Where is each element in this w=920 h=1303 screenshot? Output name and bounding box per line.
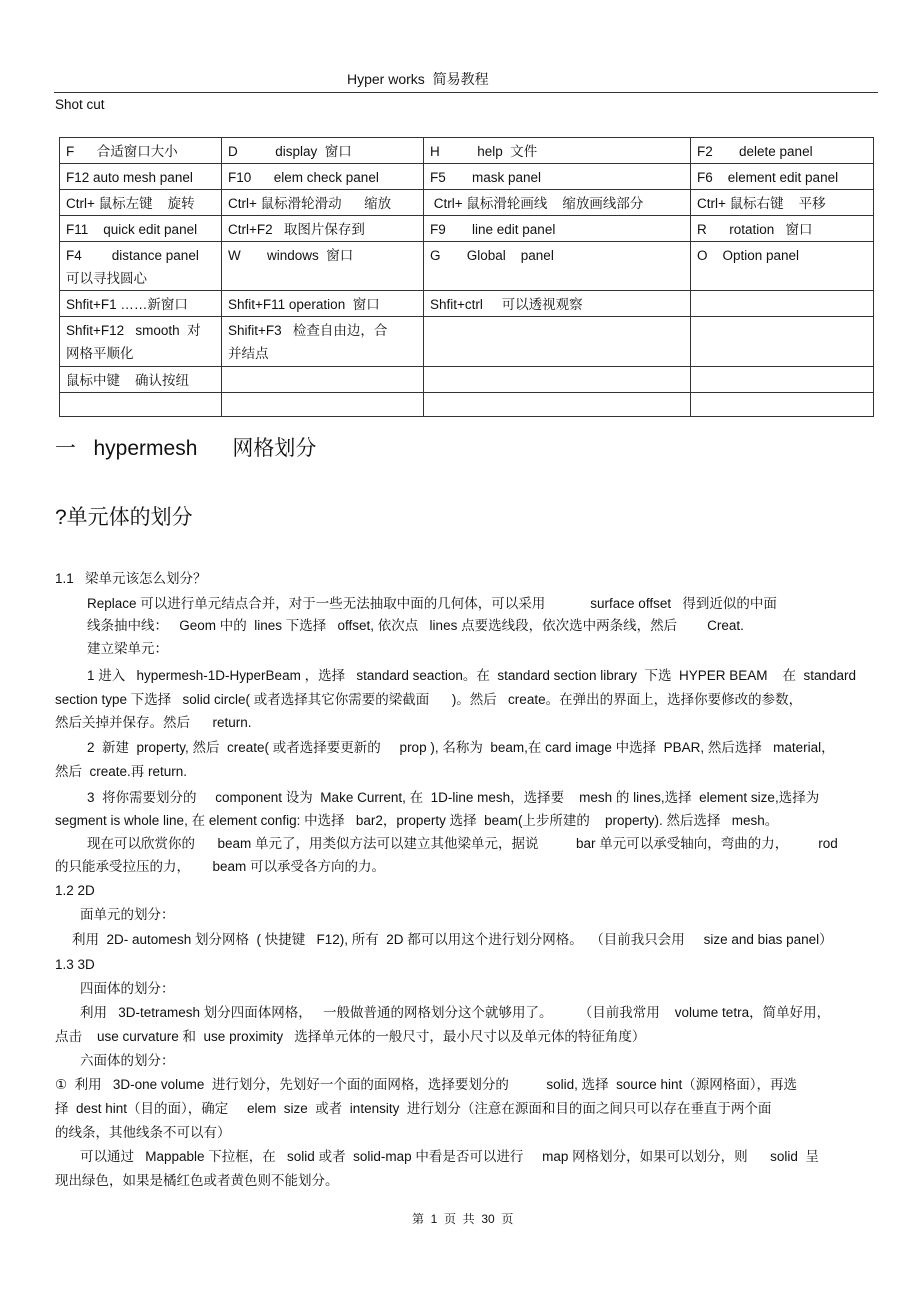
body-text-line: 2 新建 property, 然后 create( 或者选择要更新的 prop ), 名称为 beam,在 card image 中选择 PBAR, 然后选择 material，: [87, 740, 835, 755]
table-cell: Ctrl+ 鼠标滑轮画线 缩放画线部分: [424, 190, 691, 216]
table-row: [60, 242, 874, 291]
table-cell: G Global panel: [424, 242, 691, 291]
table-cell: [424, 317, 691, 367]
table-cell: Shfit+F11 operation 窗口: [222, 291, 424, 317]
body-text-line: 现在可以欣赏你的 beam 单元了，用类似方法可以建立其他梁单元，据说 bar 单元可以承受轴向，弯曲的力， rod: [87, 836, 838, 851]
body-text-line: 可以通过 Mappable 下拉框，在 solid 或者 solid-map 中看是否可以进行 map 网格划分，如果可以划分，则 solid 呈: [80, 1149, 819, 1164]
body-text-line: 利用 3D-tetramesh 划分四面体网格， 一般做普通的网格划分这个就够用了。 （目前我常用 volume tetra，简单好用，: [80, 1005, 831, 1020]
table-cell: F11 quick edit panel: [60, 216, 222, 242]
body-text-line: 点击 use curvature 和 use proximity 选择单元体的一般尺寸，最小尺寸以及单元体的特征角度）: [55, 1029, 646, 1044]
table-cell: 鼠标中键 确认按纽: [60, 367, 222, 393]
table-cell: Ctrl+ 鼠标右键 平移: [691, 190, 874, 216]
table-cell: F9 line edit panel: [424, 216, 691, 242]
body-text-line: 面单元的划分：: [80, 907, 175, 922]
table-cell: [424, 393, 691, 417]
table-cell: [60, 393, 222, 417]
table-cell: Ctrl+F2 取图片保存到: [222, 216, 424, 242]
page-footer: 第 1 页 共 30 页: [412, 1212, 514, 1226]
header-rule: [54, 92, 878, 93]
table-row: [60, 317, 874, 367]
table-row: [60, 291, 874, 317]
body-text-line: 3 将你需要划分的 component 设为 Make Current, 在 1D-line mesh，选择要 mesh 的 lines,选择 element size,选择为: [87, 790, 820, 805]
body-text-line: 现出绿色，如果是橘红色或者黄色则不能划分。: [55, 1173, 339, 1188]
table-cell: H help 文件: [424, 138, 691, 164]
table-cell: F6 element edit panel: [691, 164, 874, 190]
table-cell: [222, 393, 424, 417]
table-row: [60, 164, 874, 190]
table-row: [60, 393, 874, 417]
body-text-line: 1.3 3D: [55, 957, 95, 972]
section-label: Shot cut: [55, 97, 105, 112]
table-cell: F2 delete panel: [691, 138, 874, 164]
table-cell: F4 distance panel 可以寻找圆心: [60, 242, 222, 291]
table-cell: [222, 367, 424, 393]
body-text-line: 1 进入 hypermesh-1D-HyperBeam ，选择 standard seaction。在 standard section library 下选 HYPER BEAM 在 standard: [87, 668, 857, 683]
table-cell: [691, 291, 874, 317]
table-row: [60, 367, 874, 393]
body-text-line: 然后关掉并保存。然后 return.: [55, 715, 252, 730]
table-cell: Shfit+F12 smooth 对 网格平顺化: [60, 317, 222, 367]
table-cell: [424, 367, 691, 393]
body-text-line: 1.2 2D: [55, 883, 95, 898]
table-row: [60, 216, 874, 242]
table-cell: [691, 393, 874, 417]
body-text-line: Replace 可以进行单元结点合并，对于一些无法抽取中面的几何体，可以采用 surface offset 得到近似的中面: [87, 596, 777, 611]
table-cell: Shfit+ctrl 可以透视观察: [424, 291, 691, 317]
heading-hypermesh: 一 hypermesh 网格划分: [55, 437, 317, 460]
body-text-line: 然后 create.再 return.: [55, 764, 188, 779]
body-text-line: section type 下选择 solid circle( 或者选择其它你需要的梁截面 )。然后 create。在弹出的界面上，选择你要修改的参数，: [55, 692, 803, 707]
page-header: Hyper works 简易教程: [347, 71, 489, 87]
body-text-line: 的线条，其他线条不可以有）: [55, 1125, 231, 1140]
body-text-line: 六面体的划分：: [80, 1053, 175, 1068]
body-text-line: 1.1 梁单元该怎么划分？: [55, 571, 207, 586]
table-cell: Shfit+F1 ……新窗口: [60, 291, 222, 317]
body-text-line: segment is whole line, 在 element config: 中选择 bar2，property 选择 beam(上步所建的 property). 然后选择 mesh。: [55, 813, 779, 828]
body-text-line: 四面体的划分：: [80, 981, 175, 996]
heading-element-division: ?单元体的划分: [55, 506, 193, 529]
table-row: [60, 138, 874, 164]
table-cell: Ctrl+ 鼠标滑轮滑动 缩放: [222, 190, 424, 216]
table-cell: [691, 367, 874, 393]
body-text-line: ① 利用 3D-one volume 进行划分，先划好一个面的面网格，选择要划分的 solid, 选择 source hint（源网格面），再选: [55, 1077, 797, 1092]
table-cell: F10 elem check panel: [222, 164, 424, 190]
table-cell: F 合适窗口大小: [60, 138, 222, 164]
body-text-line: 择 dest hint（目的面），确定 elem size 或者 intensity 进行划分（注意在源面和目的面之间只可以存在垂直于两个面: [55, 1101, 772, 1116]
table-cell: F12 auto mesh panel: [60, 164, 222, 190]
table-cell: [691, 317, 874, 367]
body-text-line: 建立梁单元：: [87, 641, 168, 656]
table-cell: D display 窗口: [222, 138, 424, 164]
table-cell: Shifit+F3 检查自由边，合 并结点: [222, 317, 424, 367]
table-row: [60, 190, 874, 216]
table-cell: F5 mask panel: [424, 164, 691, 190]
table-cell: O Option panel: [691, 242, 874, 291]
body-text-line: 的只能承受拉压的力， beam 可以承受各方向的力。: [55, 859, 386, 874]
table-cell: W windows 窗口: [222, 242, 424, 291]
body-text-line: 线条抽中线： Geom 中的 lines 下选择 offset, 依次点 lines 点要选线段，依次选中两条线，然后 Creat.: [87, 618, 744, 633]
table-cell: Ctrl+ 鼠标左键 旋转: [60, 190, 222, 216]
body-text-line: 利用 2D- automesh 划分网格 ( 快捷键 F12), 所有 2D 都可以用这个进行划分网格。 （目前我只会用 size and bias panel）: [72, 932, 833, 947]
table-cell: R rotation 窗口: [691, 216, 874, 242]
shortcut-table: [59, 137, 874, 417]
